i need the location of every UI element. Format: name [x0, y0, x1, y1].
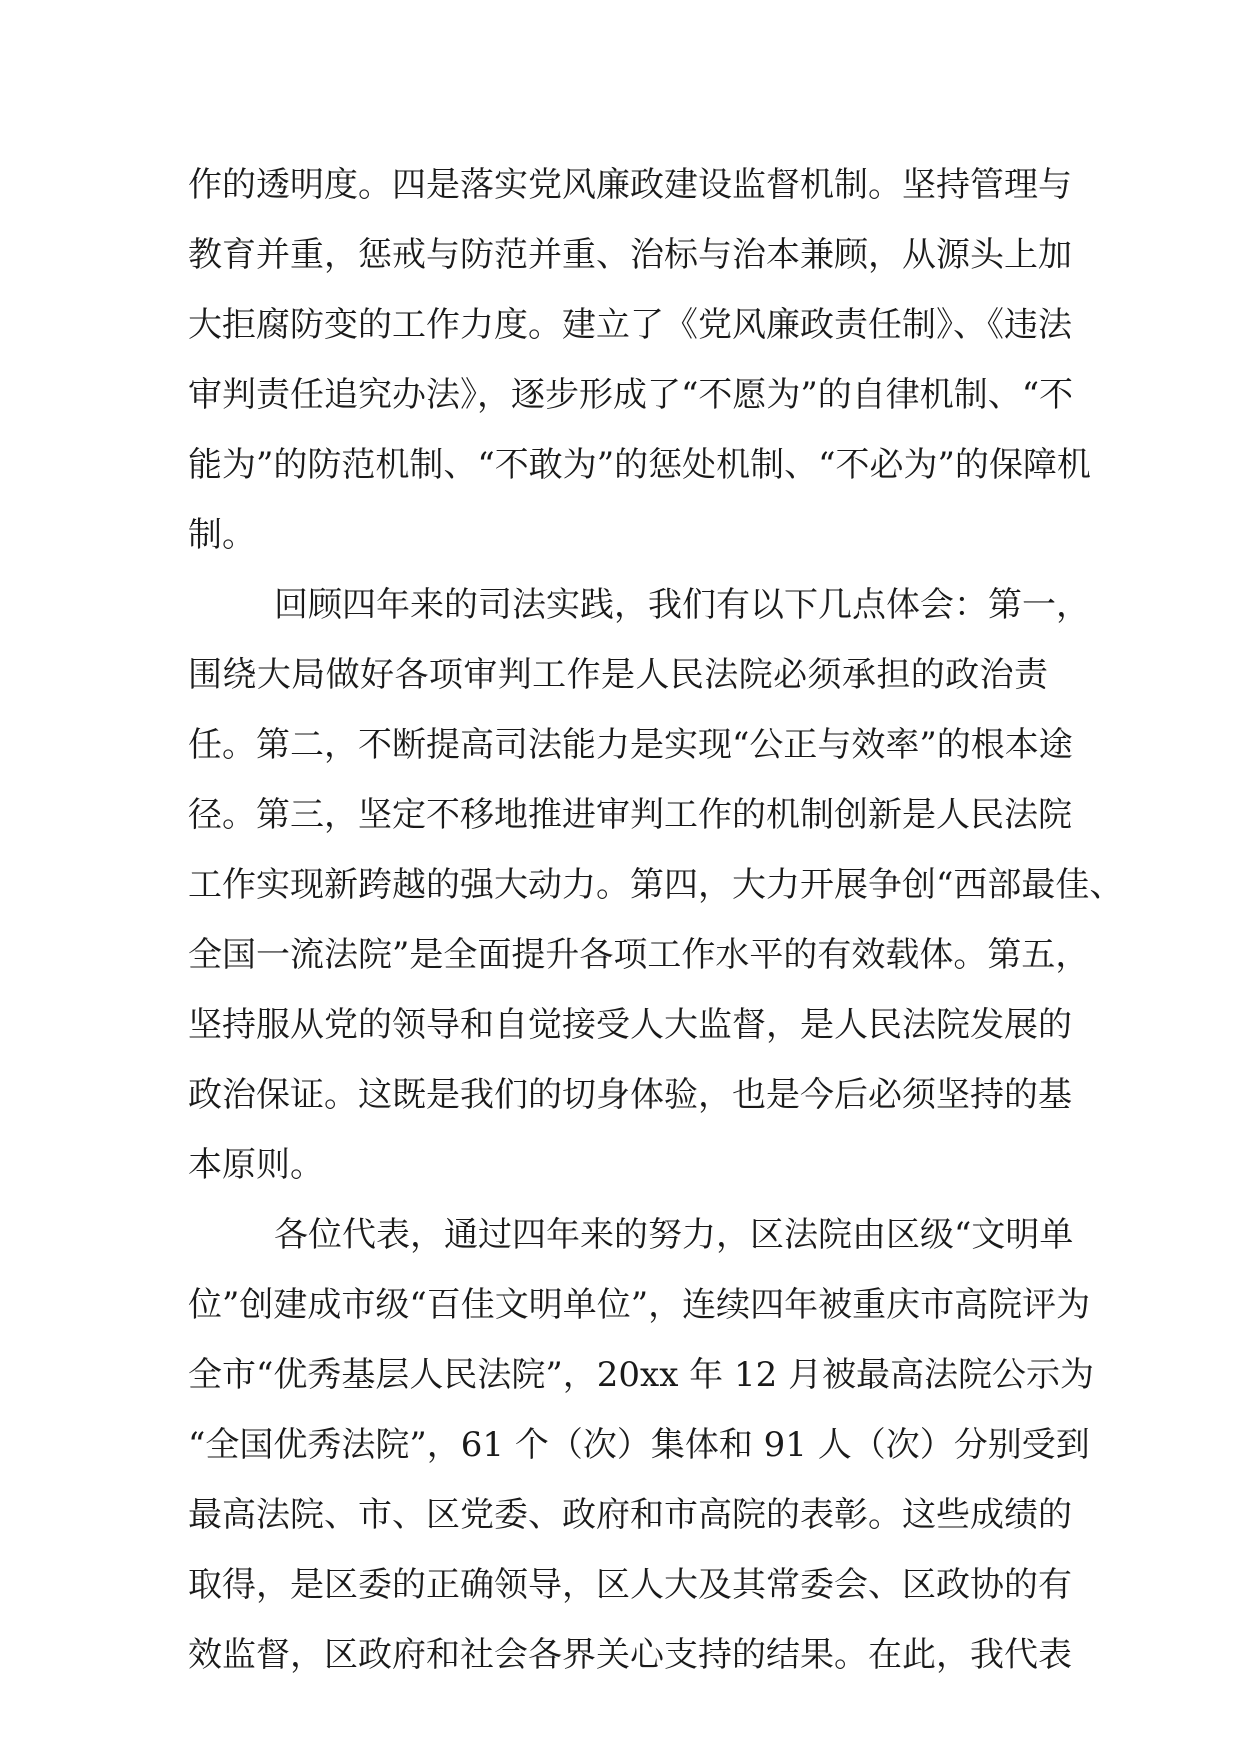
text-line: 取得，是区委的正确领导，区人大及其常委会、区政协的有	[188, 1565, 1072, 1605]
text-line: 围绕大局做好各项审判工作是人民法院必须承担的政治责	[188, 655, 1048, 695]
text-line: 制。	[188, 515, 256, 555]
text-line: 各位代表，通过四年来的努力，区法院由区级“文明单	[274, 1215, 1074, 1255]
text-line: 坚持服从党的领导和自觉接受人大监督，是人民法院发展的	[188, 1005, 1072, 1045]
text-line: 工作实现新跨越的强大动力。第四，大力开展争创“西部最佳、	[188, 865, 1124, 905]
text-line: 回顾四年来的司法实践，我们有以下几点体会：第一，	[274, 585, 1090, 625]
text-line: 教育并重，惩戒与防范并重、治标与治本兼顾，从源头上加	[188, 235, 1072, 275]
text-line: 全市“优秀基层人民法院”，20xx 年 12 月被最高法院公示为	[188, 1355, 1095, 1395]
paragraph-3	[188, 1200, 1095, 1690]
text-line: 任。第二，不断提高司法能力是实现“公正与效率”的根本途	[188, 725, 1073, 765]
text-line: 作的透明度。四是落实党风廉政建设监督机制。坚持管理与	[188, 165, 1072, 205]
text-line: 效监督，区政府和社会各界关心支持的结果。在此，我代表	[188, 1635, 1072, 1675]
text-line: 审判责任追究办法》，逐步形成了“不愿为”的自律机制、“不	[188, 375, 1074, 415]
text-line: 政治保证。这既是我们的切身体验，也是今后必须坚持的基	[188, 1075, 1072, 1115]
text-line: 最高法院、市、区党委、政府和市高院的表彰。这些成绩的	[188, 1495, 1072, 1535]
text-line: “全国优秀法院”，61 个（次）集体和 91 人（次）分别受到	[188, 1425, 1090, 1465]
text-line: 大拒腐防变的工作力度。建立了《党风廉政责任制》、《违法	[188, 305, 1072, 345]
paragraph-2	[188, 570, 1124, 1200]
paragraph-1	[188, 150, 1091, 570]
text-line: 全国一流法院”是全面提升各项工作水平的有效载体。第五，	[188, 935, 1090, 975]
text-line: 本原则。	[188, 1145, 324, 1185]
document-body	[188, 150, 1124, 1690]
text-line: 位”创建成市级“百佳文明单位”，连续四年被重庆市高院评为	[188, 1285, 1091, 1325]
text-line: 能为”的防范机制、“不敢为”的惩处机制、“不必为”的保障机	[188, 445, 1091, 485]
text-line: 径。第三，坚定不移地推进审判工作的机制创新是人民法院	[188, 795, 1072, 835]
